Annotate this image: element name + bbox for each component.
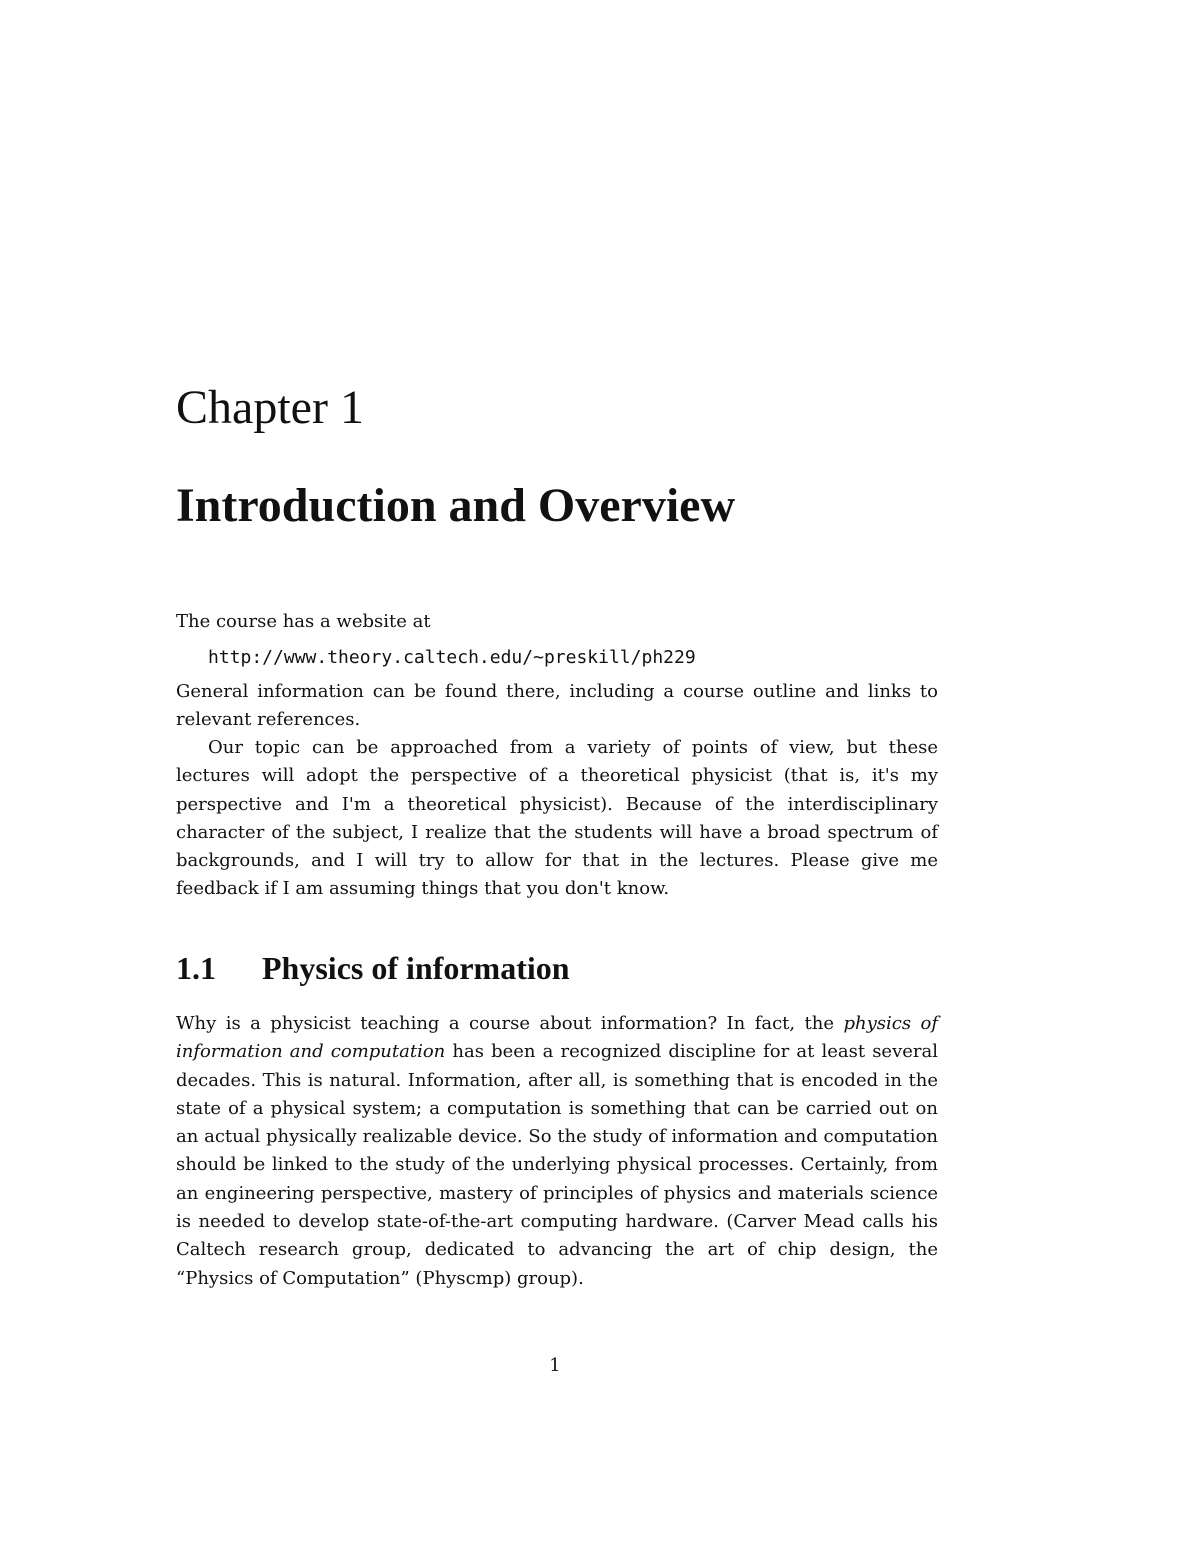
section-title: Physics of information bbox=[262, 950, 570, 986]
general-info-paragraph: General information can be found there, including a course outline and links to relevant references. bbox=[176, 681, 938, 731]
section-heading bbox=[176, 946, 570, 990]
section-number: 1.1 bbox=[176, 950, 216, 986]
paragraph-text-start: Why is a physicist teaching a course about information? In fact, the bbox=[176, 1013, 844, 1034]
page-number: 1 bbox=[549, 1355, 561, 1376]
chapter-title: Introduction and Overview bbox=[176, 479, 736, 532]
physics-of-information-paragraph bbox=[176, 1010, 938, 1293]
website-intro-text: The course has a website at bbox=[176, 611, 431, 632]
chapter-label: Chapter 1 bbox=[176, 381, 364, 434]
emphasized-phrase: physics of information and computation bbox=[176, 1013, 938, 1063]
course-website-link[interactable]: http://www.theory.caltech.edu/~preskill/ph229 bbox=[208, 647, 696, 668]
topic-paragraph: Our topic can be approached from a variety of points of view, but these lectures will adopt the perspective of a theoretical physicist (that is, it's my perspective and I'm a theoretical physicist). Because of the interdisciplinary character of the subject, I realize that the students will have a broad spectrum of backgrounds, and I will try to allow for that in the lectures. Please give me feedback if I am assuming things that you don't know. bbox=[176, 737, 938, 900]
paragraph-text-end: has been a recognized discipline for at least several decades. This is natural. Information, after all, is something that is encoded in the state of a physical system; a computation is something that can be carried out on an actual physically realizable device. So the study of information and computation should be linked to the study of the underlying physical processes. Certainly, from an engineering perspective, mastery of principles of physics and materials science is needed to develop state-of-the-art computing hardware. (Carver Mead calls his Caltech research group, dedicated to advancing the art of chip design, the “Physics of Computation” (Physcmp) group). bbox=[176, 1041, 938, 1289]
